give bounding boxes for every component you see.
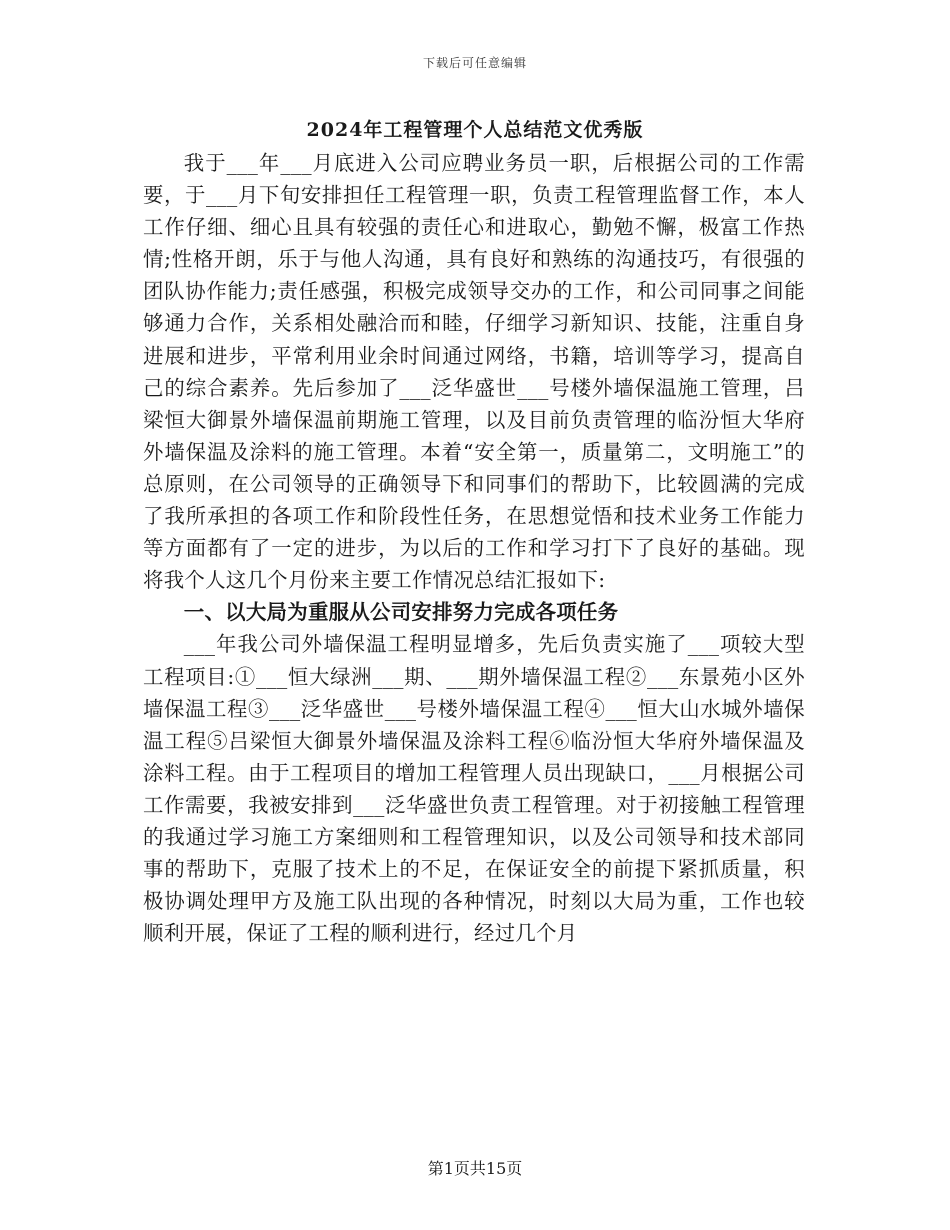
page-number: 第1页共15页 xyxy=(427,1159,523,1178)
document-body xyxy=(143,147,805,949)
header-note: 下载后可任意编辑 xyxy=(422,56,527,70)
section-heading-1: 一、以大局为重服从公司安排努力完成各项任务 xyxy=(183,600,619,625)
paragraph-section-1: ___年我公司外墙保温工程明显增多，先后负责实施了___项较大型工程项目:①___恒大绿洲___期、___期外墙保温工程②___东景苑小区外墙保温工程③___泛华盛世___号楼外墙保温工程④___恒大山水城外墙保温工程⑤吕梁恒大御景外墙保温及涂料工程⑥临汾恒大华府外墙保温及涂料工程。由于工程项目的增加工程管理人员出现缺口，___月根据公司工作需要，我被安排到___泛华盛世负责工程管理。对于初接触工程管理的我通过学习施工方案细则和工程管理知识，以及公司领导和技术部同事的帮助下，克服了技术上的不足，在保证安全的前提下紧抓质量，积极协调处理甲方及施工队出现的各种情况，时刻以大局为重，工作也较顺利开展，保证了工程的顺利进行，经过几个月 xyxy=(143,632,805,946)
paragraph-intro: 我于___年___月底进入公司应聘业务员一职，后根据公司的工作需要，于___月下旬安排担任工程管理一职，负责工程管理监督工作，本人工作仔细、细心且具有较强的责任心和进取心，勤勉不懈，极富工作热情;性格开朗，乐于与他人沟通，具有良好和熟练的沟通技巧，有很强的团队协作能力;责任感强，积极完成领导交办的工作，和公司同事之间能够通力合作，关系相处融洽而和睦，仔细学习新知识、技能，注重自身进展和进步，平常利用业余时间通过网络，书籍，培训等学习，提高自己的综合素养。先后参加了___泛华盛世___号楼外墙保温施工管理，吕梁恒大御景外墙保温前期施工管理，以及目前负责管理的临汾恒大华府外墙保温及涂料的施工管理。本着“安全第一，质量第二，文明施工”的总原则，在公司领导的正确领导下和同事们的帮助下，比较圆满的完成了我所承担的各项工作和阶段性任务，在思想觉悟和技术业务工作能力等方面都有了一定的进步，为以后的工作和学习打下了良好的基础。现将我个人这几个月份来主要工作情况总结汇报如下: xyxy=(143,151,805,593)
document-title: 2024年工程管理个人总结范文优秀版 xyxy=(306,119,644,141)
